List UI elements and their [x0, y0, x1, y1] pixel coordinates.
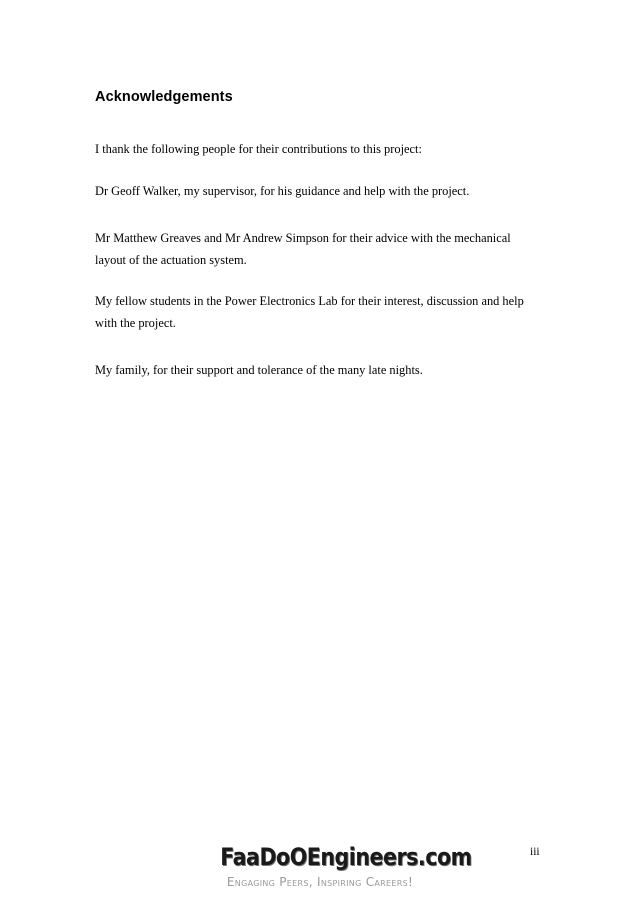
logo-wordmark: FaaDoOEngineers.com [220, 843, 472, 871]
students-paragraph [95, 290, 524, 334]
mechanical-paragraph [95, 227, 511, 271]
supervisor-paragraph: Dr Geoff Walker, my supervisor, for his guidance and help with the project. [95, 184, 470, 198]
mechanical-paragraph-line-2: layout of the actuation system. [95, 253, 247, 267]
page-number: iii [530, 846, 540, 858]
mechanical-paragraph-line-1: Mr Matthew Greaves and Mr Andrew Simpson for their advice with the mechanical [95, 231, 511, 245]
students-paragraph-line-2: with the project. [95, 316, 176, 330]
family-paragraph: My family, for their support and tolerance of the many late nights. [95, 363, 423, 377]
intro-paragraph: I thank the following people for their contributions to this project: [95, 142, 422, 156]
students-paragraph-line-1: My fellow students in the Power Electronics Lab for their interest, discussion and help [95, 294, 524, 308]
page-heading: Acknowledgements [95, 89, 233, 105]
logo-tagline: Engaging Peers, Inspiring Careers! [226, 875, 414, 889]
watermark-logo [204, 843, 472, 897]
